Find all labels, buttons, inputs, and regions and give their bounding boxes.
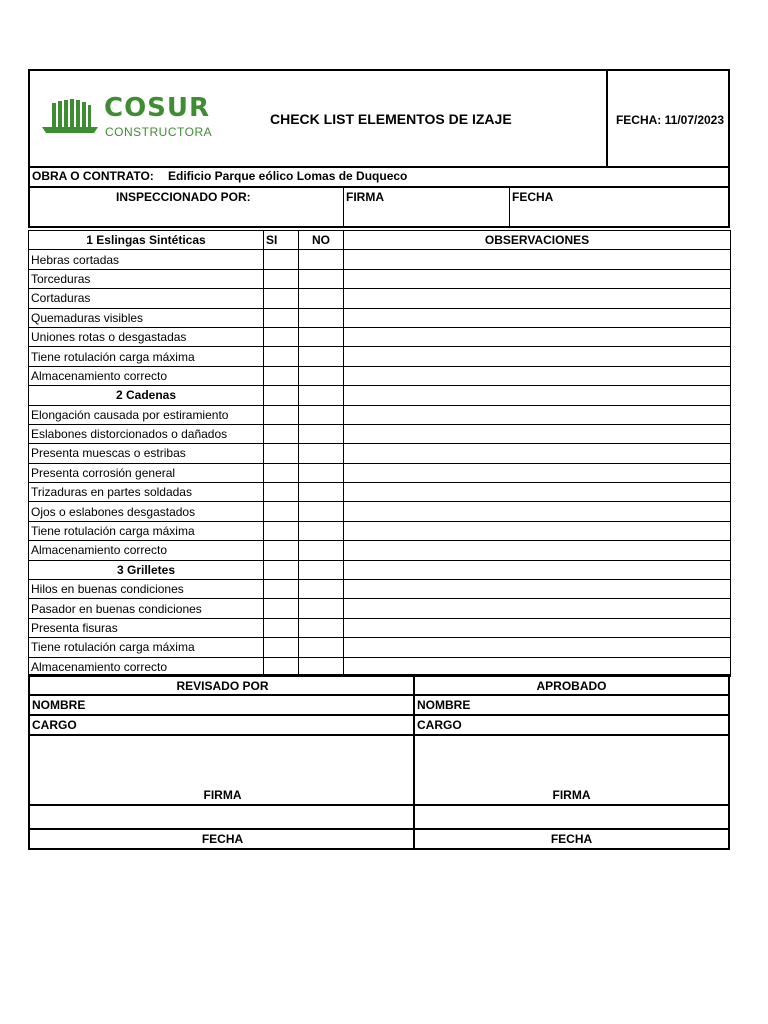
section-title: 2 Cadenas	[29, 386, 264, 405]
si-cell[interactable]	[264, 366, 299, 385]
observations-cell[interactable]	[344, 444, 731, 463]
item-label: Quemaduras visibles	[29, 308, 264, 327]
table-row	[29, 444, 731, 463]
reviewed-role-field[interactable]: CARGO	[30, 716, 415, 736]
si-cell[interactable]	[264, 347, 299, 366]
table-row	[29, 580, 731, 599]
document-header	[28, 69, 730, 168]
observations-cell[interactable]	[344, 560, 731, 579]
observations-cell[interactable]	[344, 250, 731, 269]
si-cell[interactable]	[264, 502, 299, 521]
table-row	[29, 541, 731, 560]
si-cell[interactable]	[264, 599, 299, 618]
observations-cell[interactable]	[344, 502, 731, 521]
item-label: Ojos o eslabones desgastados	[29, 502, 264, 521]
no-cell[interactable]	[299, 638, 344, 657]
si-cell[interactable]	[264, 289, 299, 308]
no-cell[interactable]	[299, 250, 344, 269]
reviewed-signature-label: FIRMA	[203, 788, 242, 802]
si-cell[interactable]	[264, 541, 299, 560]
no-cell[interactable]	[299, 483, 344, 502]
si-cell[interactable]	[264, 560, 299, 579]
reviewed-name-field[interactable]: NOMBRE	[30, 696, 415, 716]
item-label: Pasador en buenas condiciones	[29, 599, 264, 618]
no-cell[interactable]	[299, 541, 344, 560]
no-cell[interactable]	[299, 444, 344, 463]
table-row	[29, 250, 731, 269]
si-cell[interactable]	[264, 580, 299, 599]
approved-date-label: FECHA	[550, 832, 593, 846]
si-cell[interactable]	[264, 250, 299, 269]
no-cell[interactable]	[299, 269, 344, 288]
column-si: SI	[264, 231, 299, 250]
no-cell[interactable]	[299, 347, 344, 366]
observations-cell[interactable]	[344, 269, 731, 288]
table-row	[29, 347, 731, 366]
item-label: Tiene rotulación carga máxima	[29, 638, 264, 657]
table-row	[29, 638, 731, 657]
item-label: Presenta fisuras	[29, 618, 264, 637]
project-value: Edificio Parque eólico Lomas de Duqueco	[168, 169, 408, 183]
approved-header: APROBADO	[415, 676, 728, 696]
table-header-row	[29, 231, 731, 250]
si-cell[interactable]	[264, 308, 299, 327]
observations-cell[interactable]	[344, 599, 731, 618]
si-cell[interactable]	[264, 638, 299, 657]
observations-cell[interactable]	[344, 386, 731, 405]
si-cell[interactable]	[264, 463, 299, 482]
item-label: Almacenamiento correcto	[29, 541, 264, 560]
no-cell[interactable]	[299, 599, 344, 618]
no-cell[interactable]	[299, 327, 344, 346]
inspection-signature-label: FIRMA	[346, 190, 384, 204]
observations-cell[interactable]	[344, 347, 731, 366]
observations-cell[interactable]	[344, 424, 731, 443]
approved-signature-field[interactable]	[415, 736, 728, 806]
inspection-date-label: FECHA	[512, 190, 554, 204]
observations-cell[interactable]	[344, 366, 731, 385]
table-row	[29, 269, 731, 288]
table-row	[29, 502, 731, 521]
si-cell[interactable]	[264, 618, 299, 637]
inspected-by-label: INSPECCIONADO POR:	[116, 190, 251, 204]
reviewed-by-header: REVISADO POR	[30, 676, 415, 696]
item-label: Elongación causada por estiramiento	[29, 405, 264, 424]
item-label: Eslabones distorcionados o dañados	[29, 424, 264, 443]
observations-cell[interactable]	[344, 521, 731, 540]
inspected-by-cell[interactable]	[30, 188, 344, 226]
table-row	[29, 599, 731, 618]
table-row	[29, 366, 731, 385]
item-label: Trizaduras en partes soldadas	[29, 483, 264, 502]
observations-cell[interactable]	[344, 327, 731, 346]
table-row	[29, 618, 731, 637]
approved-date-field[interactable]	[415, 806, 728, 830]
reviewed-signature-field[interactable]	[30, 736, 415, 806]
observations-cell[interactable]	[344, 580, 731, 599]
observations-cell[interactable]	[344, 618, 731, 637]
section-header-row	[29, 560, 731, 579]
si-cell[interactable]	[264, 327, 299, 346]
si-cell[interactable]	[264, 386, 299, 405]
item-label: Hebras cortadas	[29, 250, 264, 269]
item-label: Presenta muescas o estribas	[29, 444, 264, 463]
section-title: 1 Eslingas Sintéticas	[29, 231, 264, 250]
brand-subtitle: CONSTRUCTORA	[105, 125, 213, 139]
table-row	[29, 405, 731, 424]
si-cell[interactable]	[264, 521, 299, 540]
table-row	[29, 308, 731, 327]
no-cell[interactable]	[299, 386, 344, 405]
table-row	[29, 483, 731, 502]
no-cell[interactable]	[299, 502, 344, 521]
project-label: OBRA O CONTRATO:	[32, 169, 154, 183]
no-cell[interactable]	[299, 560, 344, 579]
item-label: Torceduras	[29, 269, 264, 288]
section-header-row	[29, 386, 731, 405]
observations-cell[interactable]	[344, 483, 731, 502]
item-label: Almacenamiento correcto	[29, 366, 264, 385]
reviewed-date-field[interactable]	[30, 806, 415, 830]
inspection-date-cell[interactable]	[510, 188, 728, 226]
no-cell[interactable]	[299, 521, 344, 540]
approved-role-field[interactable]: CARGO	[415, 716, 728, 736]
no-cell[interactable]	[299, 289, 344, 308]
no-cell[interactable]	[299, 618, 344, 637]
item-label: Tiene rotulación carga máxima	[29, 521, 264, 540]
section-title: 3 Grilletes	[29, 560, 264, 579]
checklist-table	[28, 230, 731, 677]
no-cell[interactable]	[299, 580, 344, 599]
table-row	[29, 424, 731, 443]
table-row	[29, 289, 731, 308]
observations-cell[interactable]	[344, 308, 731, 327]
si-cell[interactable]	[264, 424, 299, 443]
item-label: Presenta corrosión general	[29, 463, 264, 482]
item-label: Almacenamiento correcto	[29, 657, 264, 676]
reviewed-date-label: FECHA	[201, 832, 244, 846]
observations-cell[interactable]	[344, 463, 731, 482]
building-logo-icon	[40, 97, 100, 137]
approved-signature-label: FIRMA	[552, 788, 591, 802]
no-cell[interactable]	[299, 405, 344, 424]
brand-name: COSUR	[104, 93, 211, 123]
observations-cell[interactable]	[344, 405, 731, 424]
si-cell[interactable]	[264, 269, 299, 288]
item-label: Tiene rotulación carga máxima	[29, 347, 264, 366]
item-label: Cortaduras	[29, 289, 264, 308]
observations-cell[interactable]	[344, 289, 731, 308]
observations-cell[interactable]	[344, 541, 731, 560]
project-row	[28, 166, 730, 188]
no-cell[interactable]	[299, 463, 344, 482]
no-cell[interactable]	[299, 424, 344, 443]
inspection-signature-cell[interactable]	[344, 188, 510, 226]
table-row	[29, 327, 731, 346]
item-label: Uniones rotas o desgastadas	[29, 327, 264, 346]
no-cell[interactable]	[299, 308, 344, 327]
signoff-block	[28, 674, 730, 850]
table-row	[29, 521, 731, 540]
table-row	[29, 463, 731, 482]
si-cell[interactable]	[264, 405, 299, 424]
inspection-row	[28, 188, 730, 228]
observations-cell[interactable]	[344, 638, 731, 657]
si-cell[interactable]	[264, 444, 299, 463]
si-cell[interactable]	[264, 483, 299, 502]
document-title: CHECK LIST ELEMENTOS DE IZAJE	[270, 111, 512, 127]
document-date: FECHA: 11/07/2023	[606, 71, 732, 168]
no-cell[interactable]	[299, 366, 344, 385]
column-observations: OBSERVACIONES	[344, 231, 731, 250]
column-no: NO	[299, 231, 344, 250]
item-label: Hilos en buenas condiciones	[29, 580, 264, 599]
approved-name-field[interactable]: NOMBRE	[415, 696, 728, 716]
